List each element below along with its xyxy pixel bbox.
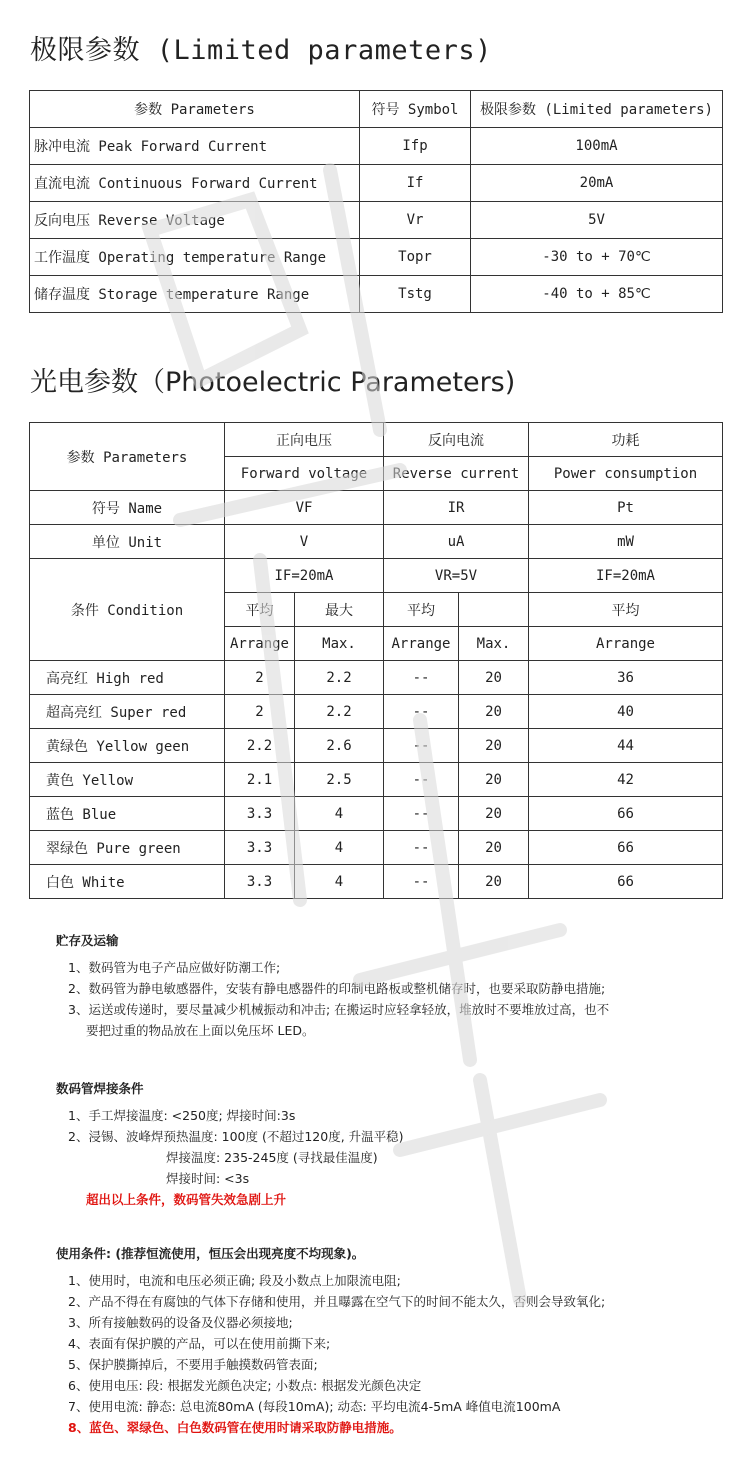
ir-avg: --	[384, 865, 459, 899]
pt-avg: 66	[529, 831, 723, 865]
group-forward-cn: 正向电压	[225, 423, 384, 457]
group-power-cn: 功耗	[529, 423, 723, 457]
color-label: 黄色 Yellow	[30, 763, 225, 797]
table-row	[30, 559, 723, 593]
table-header-row	[30, 91, 723, 128]
ir-max: 20	[459, 763, 529, 797]
row-value: 100mA	[471, 128, 723, 165]
table-row	[30, 797, 723, 831]
vf-max: 2.2	[295, 695, 384, 729]
storage-line: 要把过重的物品放在上面以免压坏 LED。	[86, 1023, 315, 1038]
sub-max: 最大	[295, 593, 384, 627]
unit-label: 单位 Unit	[30, 525, 225, 559]
ir-avg: --	[384, 695, 459, 729]
sub-avg: 平均	[225, 593, 295, 627]
vf-max: 4	[295, 797, 384, 831]
usage-line: 2、产品不得在有腐蚀的气体下存储和使用，并且曝露在空气下的时间不能太久，否则会导致氧化;	[68, 1294, 606, 1309]
vf-avg: 2	[225, 695, 295, 729]
sub-arrange: Arrange	[225, 627, 295, 661]
usage-line: 3、所有接触数码的设备及仪器必须接地;	[68, 1315, 293, 1330]
usage-section	[56, 1243, 605, 1438]
solder-line: 焊接温度: 235-245度 (寻找最佳温度)	[166, 1150, 378, 1165]
vf-avg: 3.3	[225, 797, 295, 831]
group-power-en: Power consumption	[529, 457, 723, 491]
ir-max: 20	[459, 661, 529, 695]
limited-parameters-title: 极限参数 (Limited parameters)	[30, 35, 492, 66]
vf-avg: 3.3	[225, 831, 295, 865]
solder-line: 1、手工焊接温度: <250度; 焊接时间:3s	[68, 1108, 296, 1123]
solder-warning: 超出以上条件，数码管失效急剧上升	[86, 1192, 287, 1207]
storage-line: 2、数码管为静电敏感器件，安装有静电感器件的印制电路板或整机储存时，也要采取防静电措施;	[68, 981, 606, 996]
sub-max-en: Max.	[459, 627, 529, 661]
row-value: 20mA	[471, 165, 723, 202]
table-row	[30, 276, 723, 313]
name-pt: Pt	[529, 491, 723, 525]
color-label: 翠绿色 Pure green	[30, 831, 225, 865]
vf-avg: 2	[225, 661, 295, 695]
cond-reverse: VR=5V	[384, 559, 529, 593]
sub-max-en: Max.	[295, 627, 384, 661]
row-value: -30 to + 70℃	[471, 239, 723, 276]
table-row	[30, 128, 723, 165]
storage-line: 1、数码管为电子产品应做好防潮工作;	[68, 960, 281, 975]
usage-line: 7、使用电流: 静态: 总电流80mA (每段10mA); 动态: 平均电流4-5mA 峰值电流100mA	[68, 1399, 561, 1414]
vf-avg: 2.1	[225, 763, 295, 797]
param-label: 参数 Parameters	[30, 423, 225, 491]
pt-avg: 36	[529, 661, 723, 695]
color-label: 蓝色 Blue	[30, 797, 225, 831]
usage-line: 1、使用时，电流和电压必须正确; 段及小数点上加限流电阻;	[68, 1273, 401, 1288]
table-row	[30, 165, 723, 202]
sub-avg: 平均	[529, 593, 723, 627]
table-row	[30, 695, 723, 729]
row-symbol: If	[360, 165, 471, 202]
ir-max: 20	[459, 695, 529, 729]
color-label: 高亮红 High red	[30, 661, 225, 695]
usage-line: 4、表面有保护膜的产品，可以在使用前撕下来;	[68, 1336, 331, 1351]
pt-avg: 40	[529, 695, 723, 729]
name-vf: VF	[225, 491, 384, 525]
photoelectric-parameters-title: 光电参数（Photoelectric Parameters)	[30, 367, 516, 398]
header-limit: 极限参数 (Limited parameters)	[471, 91, 723, 128]
storage-section	[56, 930, 609, 1041]
row-symbol: Tstg	[360, 276, 471, 313]
vf-max: 2.6	[295, 729, 384, 763]
ir-max: 20	[459, 797, 529, 831]
sub-arrange: Arrange	[384, 627, 459, 661]
row-value: 5V	[471, 202, 723, 239]
table-row	[30, 661, 723, 695]
solder-line: 焊接时间: <3s	[166, 1171, 250, 1186]
row-param: 储存温度 Storage temperature Range	[30, 276, 360, 313]
cond-forward: IF=20mA	[225, 559, 384, 593]
ir-avg: --	[384, 661, 459, 695]
photoelectric-parameters-table	[29, 422, 723, 899]
color-label: 黄绿色 Yellow geen	[30, 729, 225, 763]
sub-arrange: Arrange	[529, 627, 723, 661]
row-param: 直流电流 Continuous Forward Current	[30, 165, 360, 202]
pt-avg: 44	[529, 729, 723, 763]
pt-avg: 66	[529, 797, 723, 831]
table-row	[30, 491, 723, 525]
limited-parameters-table	[29, 90, 723, 313]
ir-avg: --	[384, 763, 459, 797]
ir-avg: --	[384, 729, 459, 763]
color-label: 白色 White	[30, 865, 225, 899]
vf-avg: 3.3	[225, 865, 295, 899]
vf-max: 2.5	[295, 763, 384, 797]
solder-title: 数码管焊接条件	[56, 1081, 144, 1096]
row-symbol: Vr	[360, 202, 471, 239]
table-row	[30, 202, 723, 239]
row-param: 脉冲电流 Peak Forward Current	[30, 128, 360, 165]
ir-avg: --	[384, 831, 459, 865]
group-forward-en: Forward voltage	[225, 457, 384, 491]
table-header-row	[30, 423, 723, 457]
group-reverse-cn: 反向电流	[384, 423, 529, 457]
unit-mw: mW	[529, 525, 723, 559]
table-row	[30, 831, 723, 865]
name-label: 符号 Name	[30, 491, 225, 525]
sub-avg: 平均	[384, 593, 459, 627]
unit-v: V	[225, 525, 384, 559]
vf-max: 4	[295, 865, 384, 899]
usage-line: 6、使用电压: 段: 根据发光颜色决定; 小数点: 根据发光颜色决定	[68, 1378, 422, 1393]
solder-section	[56, 1078, 404, 1210]
row-symbol: Topr	[360, 239, 471, 276]
row-param: 反向电压 Reverse Voltage	[30, 202, 360, 239]
group-reverse-en: Reverse current	[384, 457, 529, 491]
usage-line: 5、保护膜撕掉后，不要用手触摸数码管表面;	[68, 1357, 318, 1372]
storage-title: 贮存及运输	[56, 933, 119, 948]
table-row	[30, 239, 723, 276]
storage-line: 3、运送或传递时，要尽量减少机械振动和冲击; 在搬运时应轻拿轻放，堆放时不要堆放过高，也不	[68, 1002, 610, 1017]
pt-avg: 42	[529, 763, 723, 797]
usage-title: 使用条件: (推荐恒流使用，恒压会出现亮度不均现象)。	[56, 1246, 365, 1261]
row-param: 工作温度 Operating temperature Range	[30, 239, 360, 276]
vf-max: 4	[295, 831, 384, 865]
header-symbol: 符号 Symbol	[360, 91, 471, 128]
condition-label: 条件 Condition	[30, 559, 225, 661]
vf-avg: 2.2	[225, 729, 295, 763]
unit-ua: uA	[384, 525, 529, 559]
vf-max: 2.2	[295, 661, 384, 695]
table-row	[30, 763, 723, 797]
ir-max: 20	[459, 865, 529, 899]
pt-avg: 66	[529, 865, 723, 899]
table-row	[30, 525, 723, 559]
sub-empty	[459, 593, 529, 627]
ir-max: 20	[459, 831, 529, 865]
row-value: -40 to + 85℃	[471, 276, 723, 313]
name-ir: IR	[384, 491, 529, 525]
cond-power: IF=20mA	[529, 559, 723, 593]
ir-avg: --	[384, 797, 459, 831]
header-parameters: 参数 Parameters	[30, 91, 360, 128]
usage-warning: 8、蓝色、翠绿色、白色数码管在使用时请采取防静电措施。	[68, 1420, 402, 1435]
table-row	[30, 865, 723, 899]
ir-max: 20	[459, 729, 529, 763]
color-label: 超高亮红 Super red	[30, 695, 225, 729]
table-row	[30, 729, 723, 763]
solder-line: 2、浸锡、波峰焊预热温度: 100度 (不超过120度, 升温平稳)	[68, 1129, 404, 1144]
row-symbol: Ifp	[360, 128, 471, 165]
